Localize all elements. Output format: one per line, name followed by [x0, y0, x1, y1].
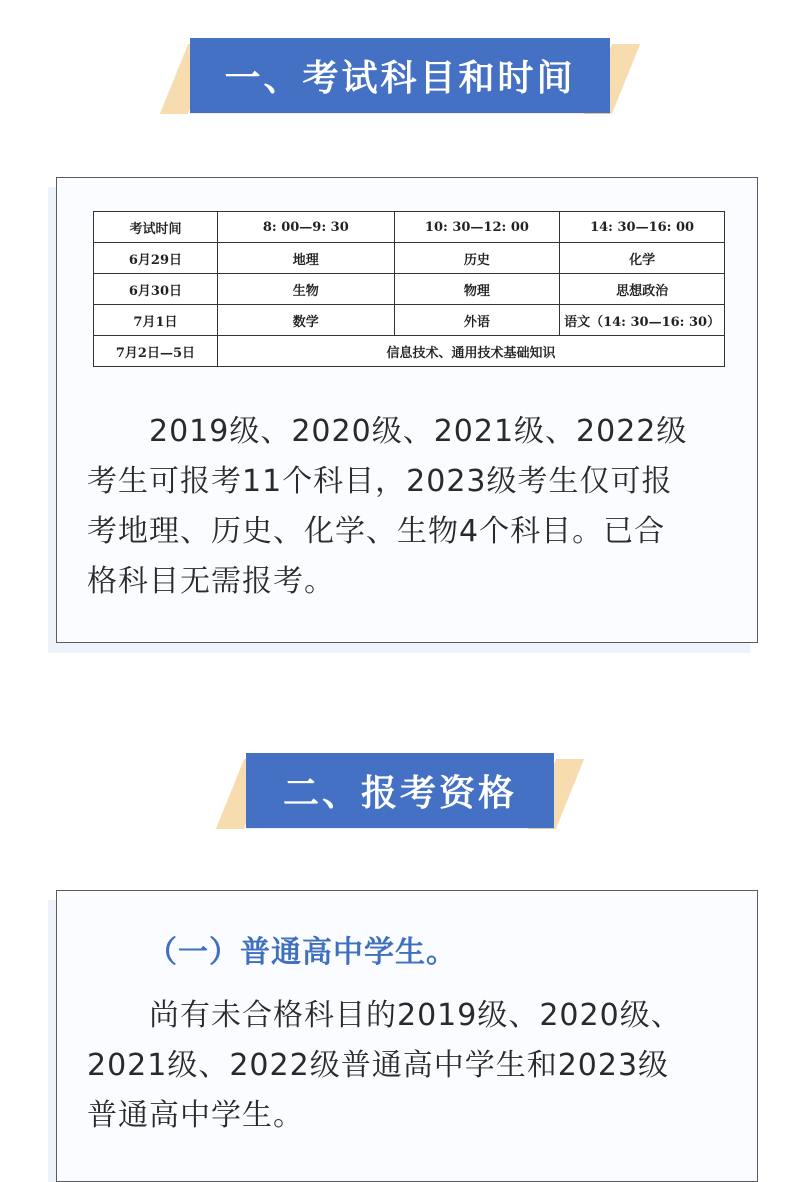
section2-subheading: （一）普通高中学生。	[147, 935, 457, 970]
exam-schedule-table	[93, 211, 725, 367]
table-cell: 地理	[217, 243, 394, 274]
paragraph-line: 考生可报考11个科目，2023级考生仅可报	[87, 464, 673, 499]
table-cell: 7月1日	[94, 305, 218, 336]
table-cell: 考试时间	[94, 212, 218, 243]
table-cell: 历史	[394, 243, 560, 274]
paragraph-line: 考地理、历史、化学、生物4个科目。已合	[87, 514, 666, 549]
paragraph-line: 尚有未合格科目的2019级、2020级、	[87, 998, 682, 1033]
table-cell: 化学	[560, 243, 725, 274]
table-row	[94, 274, 725, 305]
table-header-row	[94, 212, 725, 243]
table-row	[94, 336, 725, 367]
table-cell: 14: 30—16: 00	[560, 212, 725, 243]
paragraph-line: 普通高中学生。	[87, 1098, 304, 1133]
table-cell: 物理	[394, 274, 560, 305]
paragraph-line: 2019级、2020级、2021级、2022级	[87, 414, 688, 449]
section2-paragraph	[87, 991, 747, 1141]
section1-paragraph	[87, 407, 747, 607]
section1-card	[56, 177, 758, 643]
table-cell: 6月29日	[94, 243, 218, 274]
table-row	[94, 243, 725, 274]
table-cell: 6月30日	[94, 274, 218, 305]
table-cell: 10: 30—12: 00	[394, 212, 560, 243]
table-cell: 思想政治	[560, 274, 725, 305]
section1-title: 一、考试科目和时间	[190, 38, 610, 113]
table-cell: 数学	[217, 305, 394, 336]
section2-title-banner	[246, 753, 554, 828]
table-cell: 8: 00—9: 30	[217, 212, 394, 243]
section1-title-banner	[190, 38, 610, 113]
table-cell: 信息技术、通用技术基础知识	[217, 336, 724, 367]
table-row	[94, 305, 725, 336]
paragraph-line: 2021级、2022级普通高中学生和2023级	[87, 1048, 670, 1083]
section2-title: 二、报考资格	[246, 753, 554, 828]
paragraph-line: 格科目无需报考。	[87, 564, 335, 599]
table-cell: 外语	[394, 305, 560, 336]
table-cell: 生物	[217, 274, 394, 305]
table-cell: 语文（14: 30—16: 30）	[560, 305, 725, 336]
table-cell: 7月2日—5日	[94, 336, 218, 367]
section2-card	[56, 890, 758, 1182]
